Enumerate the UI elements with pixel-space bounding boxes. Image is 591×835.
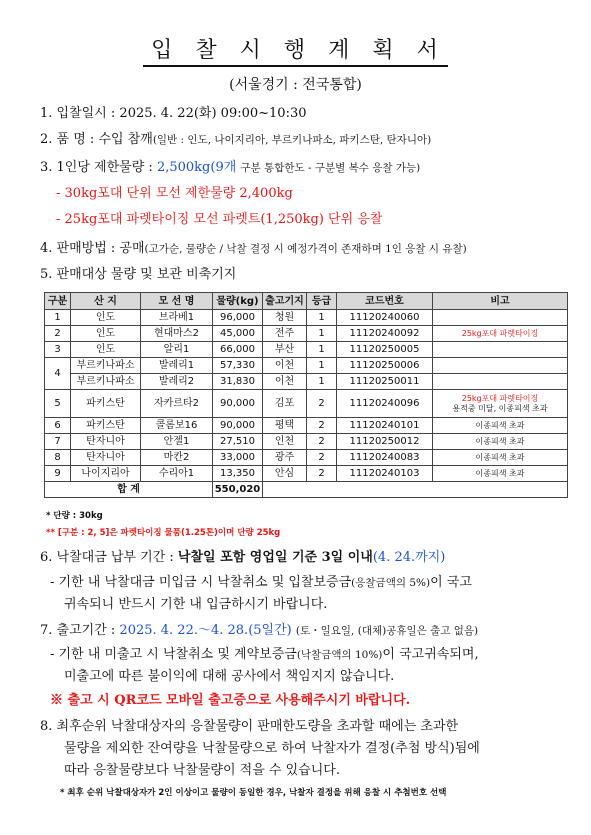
- cell-code: 11120240101: [337, 418, 433, 434]
- cell-note: [433, 390, 568, 418]
- item-sale-target: 5. 판매대상 물량 및 보관 비축기지: [40, 267, 237, 282]
- cell-note: [433, 342, 568, 358]
- header-cell: 모 선 명: [141, 293, 213, 310]
- cell-no: 2: [45, 326, 71, 342]
- cell-code: 11120250012: [337, 434, 433, 450]
- cell-qty: 90,000: [213, 418, 263, 434]
- cell-base: 전주: [263, 326, 307, 342]
- cell-origin: 부르키나파소: [71, 374, 141, 390]
- cell-note: 25kg포대 파렛타이징: [433, 326, 568, 342]
- total-empty: [263, 482, 568, 498]
- header-cell: 물량(kg): [213, 293, 263, 310]
- cell-grade: 2: [307, 466, 337, 482]
- cell-code: 11120250006: [337, 358, 433, 374]
- cell-origin: 인도: [71, 326, 141, 342]
- table-row: [45, 374, 568, 390]
- total-qty: 550,020: [213, 482, 263, 498]
- cell-no: 4: [45, 358, 71, 390]
- header-cell: 코드번호: [337, 293, 433, 310]
- cell-no: 8: [45, 450, 71, 466]
- cell-qty: 90,000: [213, 390, 263, 418]
- payment-warning-line1: - 기한 내 낙찰대금 미입금 시 낙찰취소 및 입찰보증금(응찰금액의 5%)이 국고: [50, 575, 472, 590]
- cell-origin: 탄자니아: [71, 434, 141, 450]
- item-bid-datetime: 1. 입찰일시 : 2025. 4. 22(화) 09:00~10:30: [40, 106, 307, 121]
- table-row: [45, 326, 568, 342]
- cell-qty: 66,000: [213, 342, 263, 358]
- table-row: [45, 450, 568, 466]
- cell-grade: 2: [307, 418, 337, 434]
- cell-qty: 57,330: [213, 358, 263, 374]
- page-title: 입 찰 시 행 계 획 서: [0, 38, 591, 67]
- cell-ship: 콜롬보16: [141, 418, 213, 434]
- cell-code: 11120240060: [337, 310, 433, 326]
- cell-qty: 27,510: [213, 434, 263, 450]
- cell-ship: 자카르타2: [141, 390, 213, 418]
- cell-base: 청원: [263, 310, 307, 326]
- cell-qty: 13,350: [213, 466, 263, 482]
- cell-base: 평택: [263, 418, 307, 434]
- cell-origin: 인도: [71, 310, 141, 326]
- cell-base: 이천: [263, 358, 307, 374]
- limit-note-25kg: - 25kg포대 파렛타이징 모선 파렛트(1,250kg) 단위 응찰: [56, 212, 383, 227]
- cell-grade: 2: [307, 450, 337, 466]
- cell-origin: 파키스탄: [71, 390, 141, 418]
- cell-base: 인천: [263, 434, 307, 450]
- note-pallet: 25kg포대 파렛타이징: [461, 393, 539, 403]
- table-row: [45, 358, 568, 374]
- unit-note: * 단량 : 30kg: [46, 511, 103, 521]
- cell-code: 11120250011: [337, 374, 433, 390]
- inventory-table: [44, 292, 568, 498]
- cell-code: 11120240083: [337, 450, 433, 466]
- cell-ship: 브라베1: [141, 310, 213, 326]
- cell-note: 이종피색 초과: [433, 466, 568, 482]
- cell-qty: 45,000: [213, 326, 263, 342]
- cell-code: 11120240096: [337, 390, 433, 418]
- cell-qty: 33,000: [213, 450, 263, 466]
- total-label: 합 계: [45, 482, 213, 498]
- header-cell: 비고: [433, 293, 568, 310]
- cell-grade: 1: [307, 310, 337, 326]
- cell-grade: 2: [307, 390, 337, 418]
- cell-ship: 현대마스2: [141, 326, 213, 342]
- header-cell: 등급: [307, 293, 337, 310]
- cell-ship: 발레리1: [141, 358, 213, 374]
- cell-no: 7: [45, 434, 71, 450]
- cell-origin: 탄자니아: [71, 450, 141, 466]
- pallet-note: ** [구분 : 2, 5]은 파렛타이징 물품(1.25톤)이며 단량 25kg: [46, 528, 281, 538]
- cell-no: 5: [45, 390, 71, 418]
- payment-warning-line2: 귀속되니 반드시 기한 내 입금하시기 바랍니다.: [64, 597, 328, 612]
- final-note: * 최후 순위 낙찰대상자가 2인 이상이고 물량이 동일한 경우, 낙찰자 결정을 위해 응찰 시 추첨번호 선택: [60, 788, 447, 798]
- cell-note: [433, 310, 568, 326]
- header-cell: 출고기지: [263, 293, 307, 310]
- cell-ship: 마칸2: [141, 450, 213, 466]
- table-row: [45, 418, 568, 434]
- item-sale-method: 4. 판매방법 : 공매(고가순, 물량순 / 낙찰 결정 시 예정가격이 존재하며 1인 응찰 시 유찰): [40, 241, 467, 256]
- table-total-row: [45, 482, 568, 498]
- item-purchase-limit: 3. 1인당 제한물량 : 2,500kg(9개 구분 통합한도 - 구분별 복수 응찰 가능): [40, 160, 421, 175]
- item-payment-period: 6. 낙찰대금 납부 기간 : 낙찰일 포함 영업일 기준 3일 이내(4. 24.까지): [40, 550, 446, 565]
- item-final-bidder-line1: 8. 최후순위 낙찰대상자의 응찰물량이 판매한도량을 초과할 때에는 초과한: [40, 719, 459, 734]
- cell-no: 9: [45, 466, 71, 482]
- cell-qty: 96,000: [213, 310, 263, 326]
- cell-note: 이종피색 초과: [433, 418, 568, 434]
- cell-code: 11120240103: [337, 466, 433, 482]
- cell-ship: 발레리2: [141, 374, 213, 390]
- cell-note: [433, 358, 568, 374]
- cell-grade: 1: [307, 326, 337, 342]
- table-row: [45, 434, 568, 450]
- cell-qty: 31,830: [213, 374, 263, 390]
- cell-grade: 2: [307, 434, 337, 450]
- cell-ship: 알리1: [141, 342, 213, 358]
- cell-base: 이천: [263, 374, 307, 390]
- item-release-period: 7. 출고기간 : 2025. 4. 22.～4. 28.(5일간) (토・일요일, (대체)공휴일은 출고 없음): [40, 623, 479, 638]
- header-cell: 구분: [45, 293, 71, 310]
- cell-note: [433, 374, 568, 390]
- cell-no: 6: [45, 418, 71, 434]
- cell-ship: 수리아1: [141, 466, 213, 482]
- item-product: 2. 품 명 : 수입 참깨(일반 : 인도, 나이지리아, 부르키나파소, 파키스탄, 탄자니아): [40, 132, 432, 147]
- cell-code: 11120240092: [337, 326, 433, 342]
- qr-notice: ※ 출고 시 QR코드 모바일 출고증으로 사용해주시기 바랍니다.: [50, 693, 411, 708]
- cell-origin: 인도: [71, 342, 141, 358]
- cell-ship: 안젤1: [141, 434, 213, 450]
- cell-grade: 1: [307, 358, 337, 374]
- cell-code: 11120250005: [337, 342, 433, 358]
- cell-origin: 부르키나파소: [71, 358, 141, 374]
- table-row: [45, 310, 568, 326]
- table-row: [45, 390, 568, 418]
- header-cell: 산 지: [71, 293, 141, 310]
- cell-origin: 나이지리아: [71, 466, 141, 482]
- item-final-bidder-line2: 물량을 제외한 잔여량을 낙찰물량으로 하여 낙찰자가 결정(추첨 방식)됨에: [64, 741, 480, 756]
- cell-grade: 1: [307, 374, 337, 390]
- table-header-row: [45, 293, 568, 310]
- item-final-bidder-line3: 따라 응찰물량보다 낙찰물량이 적을 수 있습니다.: [64, 763, 340, 778]
- cell-grade: 1: [307, 342, 337, 358]
- cell-base: 김포: [263, 390, 307, 418]
- table-row: [45, 342, 568, 358]
- cell-base: 안심: [263, 466, 307, 482]
- cell-note: 이종피색 초과: [433, 434, 568, 450]
- page-subtitle: (서울경기 : 전국통합): [229, 77, 362, 93]
- cell-no: 1: [45, 310, 71, 326]
- note-quality: 용적중 미달, 이종피색 초과: [452, 403, 548, 413]
- cell-origin: 파키스탄: [71, 418, 141, 434]
- cell-base: 광주: [263, 450, 307, 466]
- table-row: [45, 466, 568, 482]
- cell-base: 부산: [263, 342, 307, 358]
- cell-note: 이종피색 초과: [433, 450, 568, 466]
- release-warning-line2: 미출고에 따른 불이익에 대해 공사에서 책임지지 않습니다.: [64, 669, 395, 684]
- cell-no: 3: [45, 342, 71, 358]
- release-warning-line1: - 기한 내 미출고 시 낙찰취소 및 계약보증금(낙찰금액의 10%)이 국고귀속되며,: [50, 647, 479, 662]
- limit-note-30kg: - 30kg포대 단위 모선 제한물량 2,400kg: [56, 186, 293, 201]
